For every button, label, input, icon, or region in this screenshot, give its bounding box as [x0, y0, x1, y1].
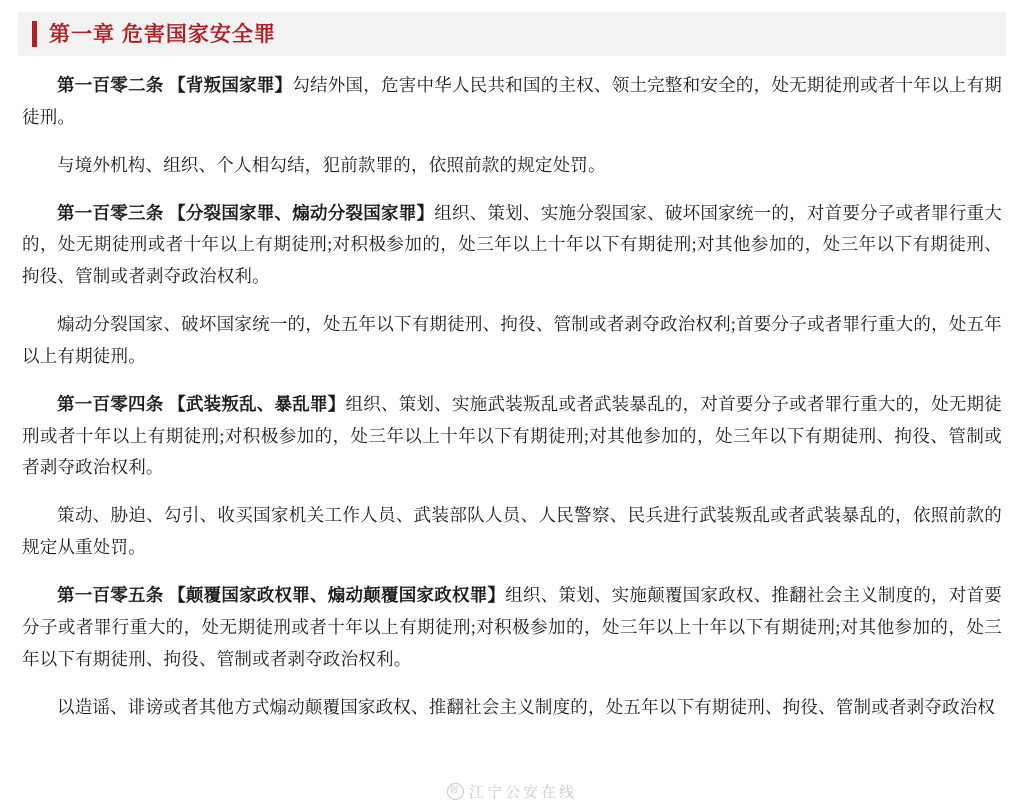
article-text: 与境外机构、组织、个人相勾结，犯前款罪的，依照前款的规定处罚。: [57, 154, 606, 175]
weibo-logo-icon: 微: [447, 783, 464, 800]
chapter-heading: [18, 12, 1006, 56]
article-paragraph: [22, 309, 1002, 373]
article-text: 组织、策划、实施分裂国家、破坏国家统一的，对首要分子或者罪行重大的，处无期徒刑或者十年以上有期徒刑;对积极参加的，处三年以上十年以下有期徒刑;对其他参加的，处三年以下有期徒刑、拘役、管制或者剥夺政治权利。: [22, 202, 1003, 287]
article-text: 组织、策划、实施武装叛乱或者武装暴乱的，对首要分子或者罪行重大的，处无期徒刑或者十年以上有期徒刑;对积极参加的，处三年以上十年以下有期徒刑;对其他参加的，处三年以下有期徒刑、拘役、管制或者剥夺政治权利。: [22, 393, 1002, 478]
article-text: 勾结外国，危害中华人民共和国的主权、领土完整和安全的，处无期徒刑或者十年以上有期徒刑。: [22, 75, 1003, 127]
article-paragraph: [22, 198, 1002, 294]
article-label: 【颠覆国家政权罪、煽动颠覆国家政权罪】: [168, 584, 506, 605]
article-text: 策动、胁迫、勾引、收买国家机关工作人员、武装部队人员、人民警察、民兵进行武装叛乱或者武装暴乱的，依照前款的规定从重处罚。: [22, 505, 1002, 558]
article-text: 以造谣、诽谤或者其他方式煽动颠覆国家政权、推翻社会主义制度的，处五年以下有期徒刑、拘役、管制或者剥夺政治权: [57, 696, 996, 717]
chapter-accent-bar: [32, 21, 37, 47]
article-label: 【武装叛乱、暴乱罪】: [168, 393, 346, 414]
article-paragraph: [22, 580, 1002, 676]
chapter-title: 第一章 危害国家安全罪: [49, 22, 276, 46]
article-paragraph: [22, 70, 1002, 134]
article-paragraph: [22, 500, 1002, 564]
watermark-text: 江宁公安在线: [468, 784, 578, 801]
article-label: 【背叛国家罪】: [168, 75, 293, 95]
article-number: 第一百零二条: [57, 75, 164, 95]
document-body: [0, 56, 1024, 723]
article-label: 【分裂国家罪、煽动分裂国家罪】: [168, 202, 435, 223]
article-number: 第一百零三条: [57, 202, 164, 223]
article-number: 第一百零五条: [57, 584, 164, 605]
article-text: 煽动分裂国家、破坏国家统一的，处五年以下有期徒刑、拘役、管制或者剥夺政治权利;首要分子或者罪行重大的，处五年以上有期徒刑。: [22, 314, 1002, 366]
article-paragraph: [22, 389, 1002, 485]
article-paragraph: [22, 692, 1002, 724]
document-page: [0, 12, 1024, 810]
article-number: 第一百零四条: [57, 393, 164, 414]
article-paragraph: [22, 150, 1002, 182]
watermark: [447, 781, 577, 802]
article-text: 组织、策划、实施颠覆国家政权、推翻社会主义制度的，对首要分子或者罪行重大的，处无期徒刑或者十年以上有期徒刑;对积极参加的，处三年以上十年以下有期徒刑;对其他参加的，处三年以下有期徒刑、拘役、管制或者剥夺政治权利。: [22, 584, 1002, 669]
